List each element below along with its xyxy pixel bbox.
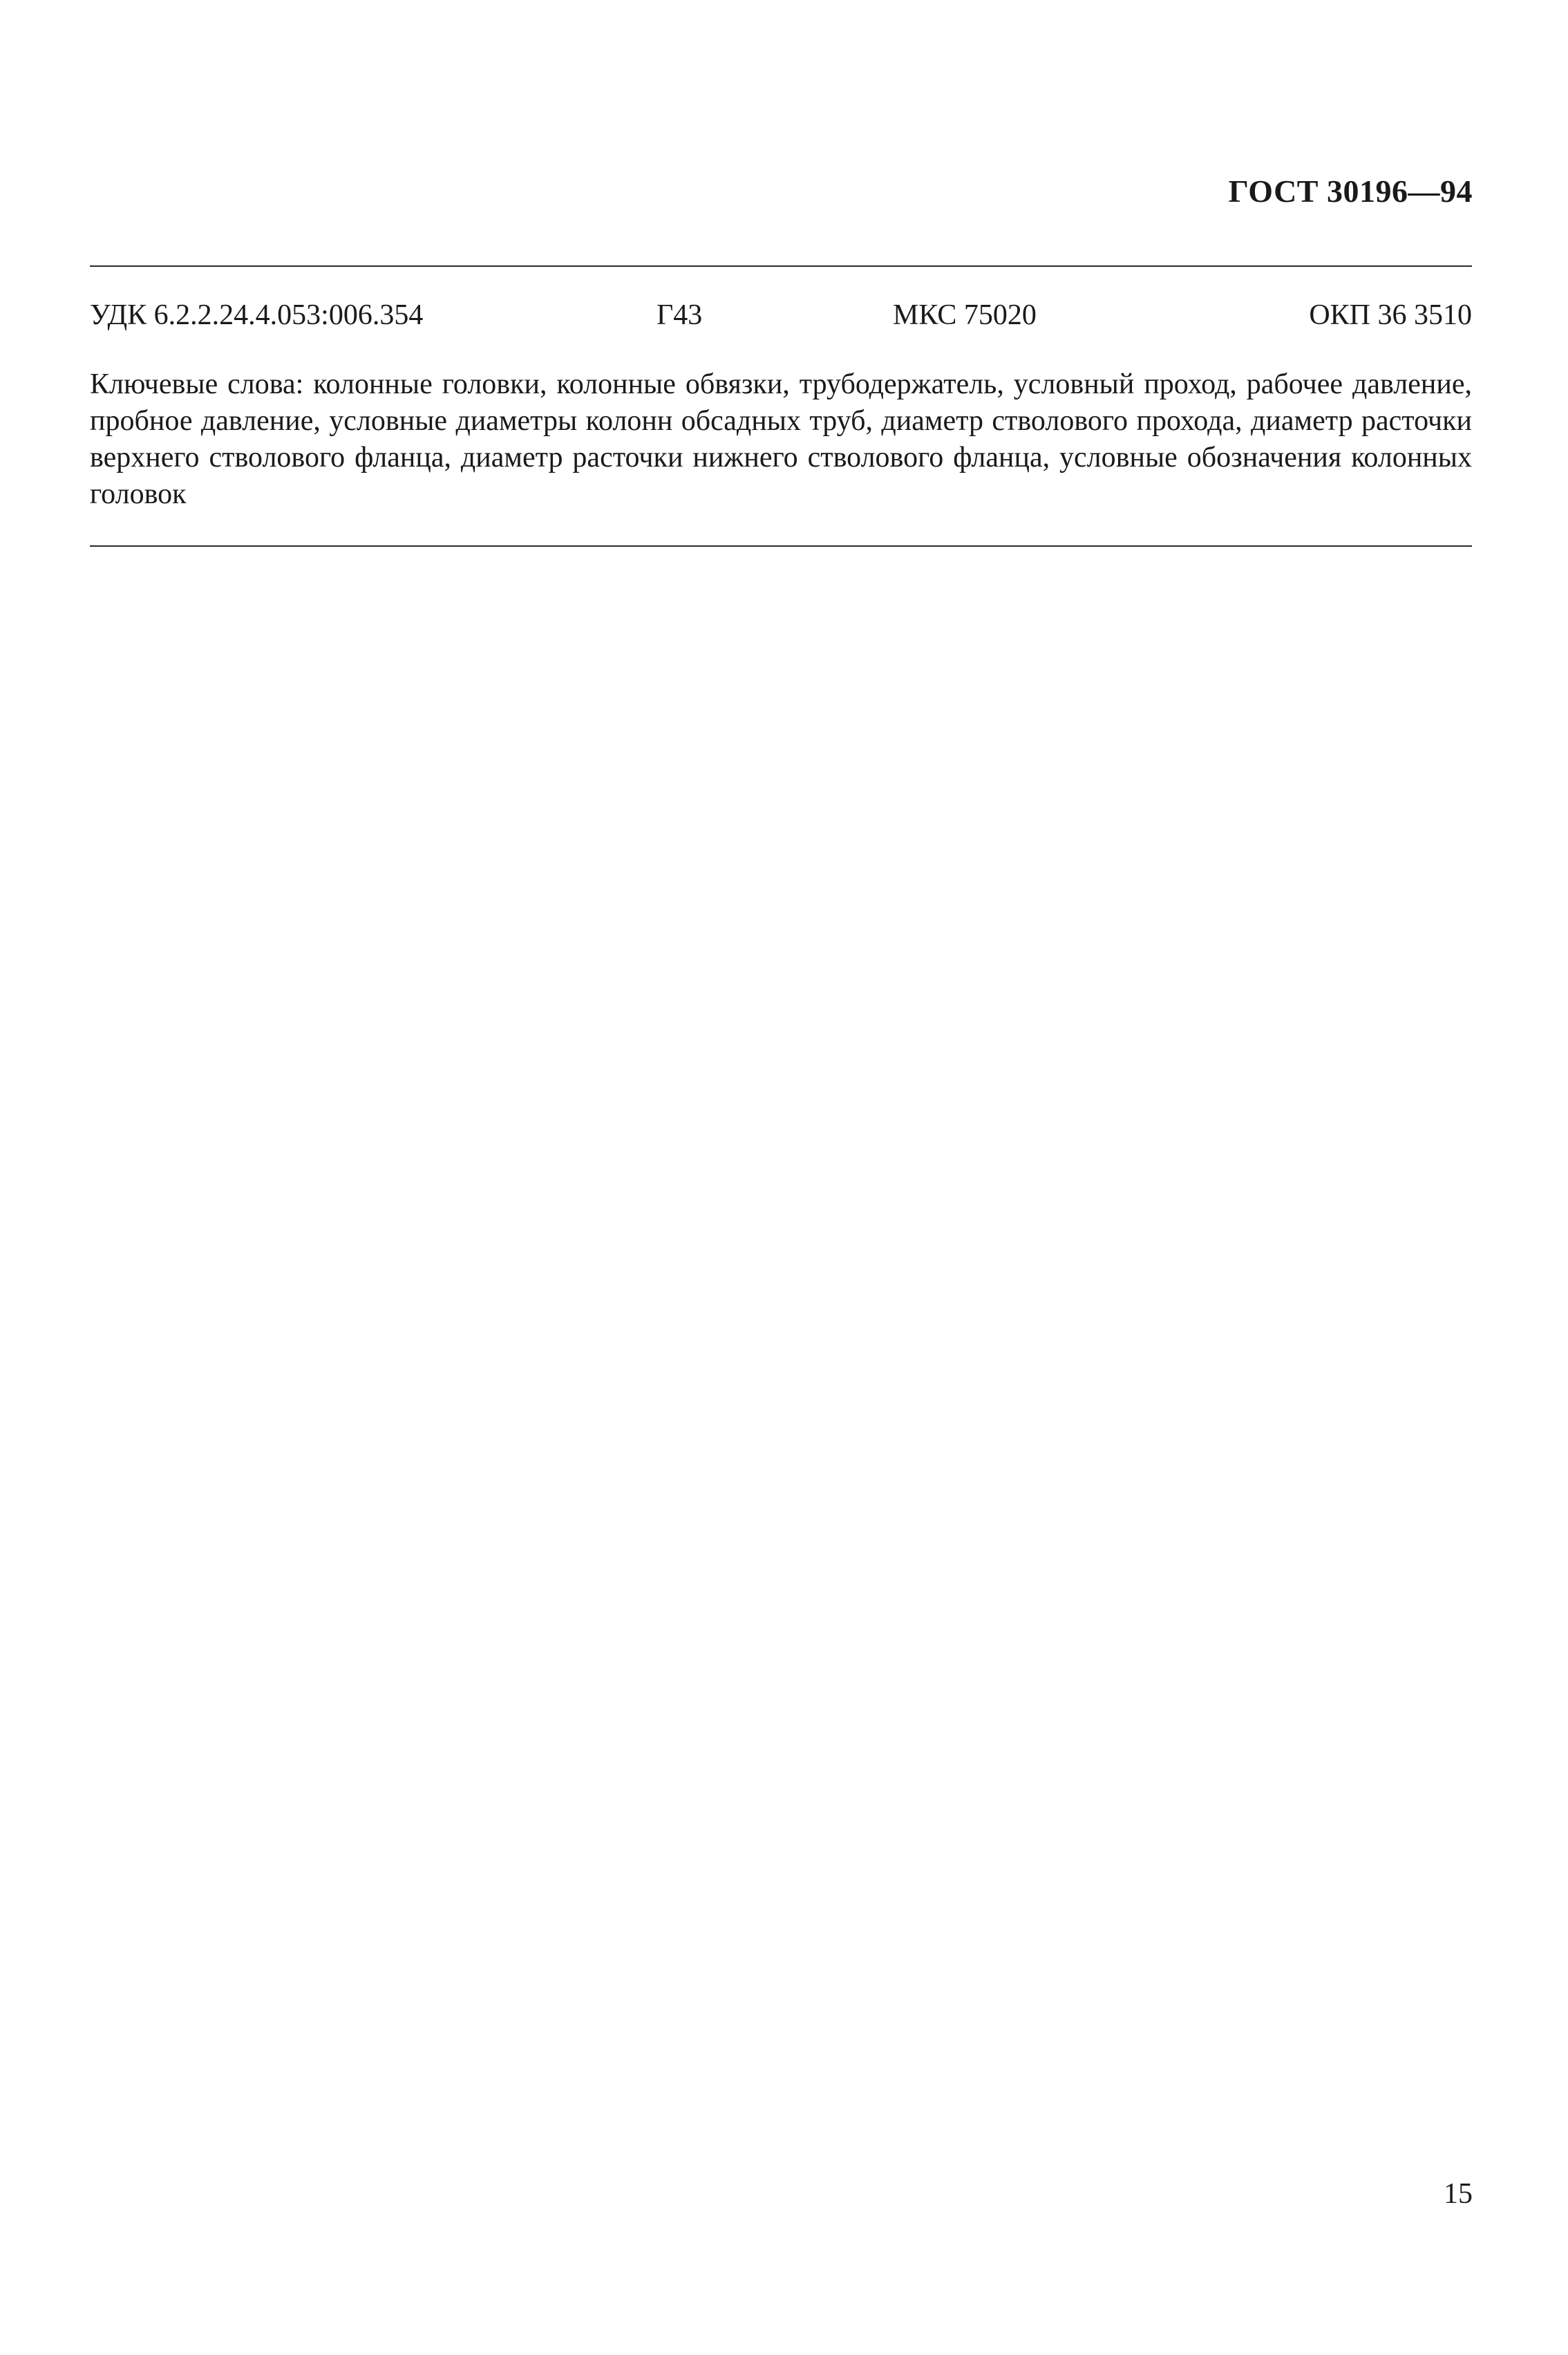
okp-code: ОКП 36 3510 xyxy=(1309,299,1472,331)
divider-top xyxy=(90,265,1472,267)
divider-bottom xyxy=(90,545,1472,547)
group-code: Г43 xyxy=(657,299,703,331)
udk-code: УДК 6.2.2.24.4.053:006.354 xyxy=(90,299,424,331)
keywords-paragraph: Ключевые слова: колонные головки, колонные обвязки, трубодержатель, условный проход, рабочее давление, пробное давление, условные диаметры колонн обсадных труб, диаметр стволового прохода, диаметр расточки верхнего стволового фланца, диаметр расточки нижнего стволового фланца, условные обозначения колонных головок xyxy=(90,368,1472,510)
mks-code: МКС 75020 xyxy=(893,299,1037,331)
classification-row xyxy=(90,299,1472,340)
page-number: 15 xyxy=(1444,2178,1473,2210)
standard-code: ГОСТ 30196—94 xyxy=(1228,173,1473,209)
